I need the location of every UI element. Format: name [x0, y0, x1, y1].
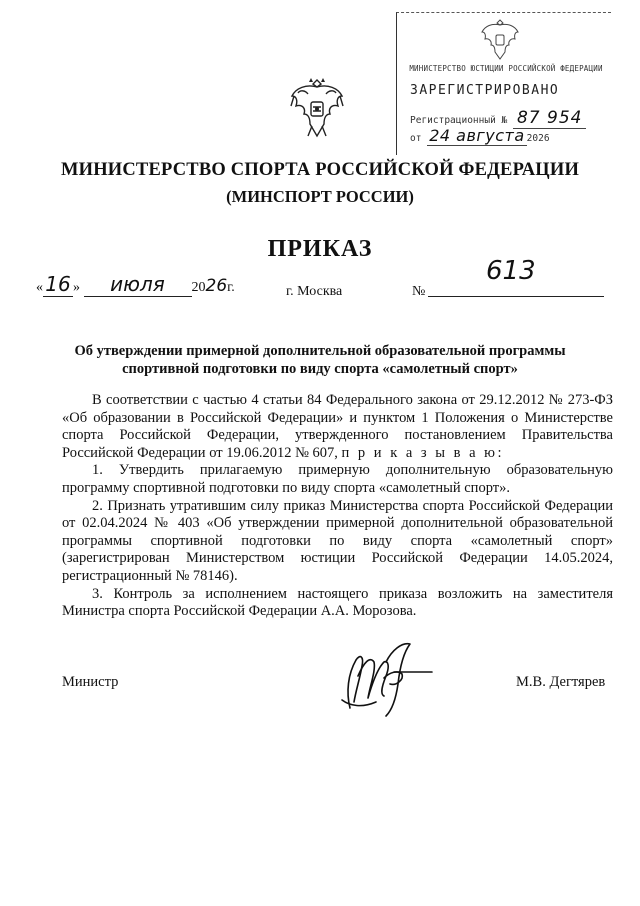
close-quote: » — [73, 280, 80, 295]
stamp-status: ЗАРЕГИСТРИРОВАНО — [410, 83, 560, 98]
order-word: п р и к а з ы в а ю: — [341, 444, 505, 461]
stamp-coat-of-arms-icon — [478, 16, 522, 62]
stamp-date-handwritten: 24 августа — [429, 126, 525, 145]
order-date — [36, 272, 235, 298]
coat-of-arms-icon — [286, 74, 348, 144]
order-number-label: № — [412, 284, 426, 299]
preamble-text: В соответствии с частью 4 статьи 84 Федерального закона от 29.12.2012 № 273-ФЗ «Об образовании в Российской Федерации» и пунктом 1 Положения о Министерстве спорта Российской Федерации, утвержденного постановлением Правительства Российской Федерации от 19.06.2012 № 607, — [62, 392, 613, 461]
stamp-registration-line — [410, 108, 610, 128]
order-year-prefix: 20 — [191, 280, 206, 295]
order-city: г. Москва — [286, 284, 343, 299]
stamp-date-year: 2026 — [526, 133, 550, 144]
stamp-reg-label: Регистрационный № — [410, 115, 508, 126]
signatory-name: М.В. Дегтярев — [516, 674, 606, 690]
signatory-role: Министр — [62, 674, 119, 690]
order-body — [62, 392, 613, 621]
order-item-3: 3. Контроль за исполнением настоящего приказа возложить на заместителя Министра спорта Российской Федерации А.А. Морозова. — [62, 585, 613, 620]
order-day: 16 — [43, 272, 73, 297]
open-quote: « — [36, 280, 43, 295]
order-number: 613 — [486, 256, 536, 286]
order-subject: Об утверждении примерной дополнительной образовательной программы спортивной подготовки по виду спорта «самолетный спорт» — [74, 343, 566, 377]
order-year-suffix: 26 — [205, 276, 228, 296]
handwritten-signature-icon — [320, 632, 440, 722]
stamp-reg-number: 87 954 — [513, 108, 586, 129]
document-type-title: ПРИКАЗ — [267, 236, 373, 262]
order-month: июля — [84, 272, 192, 297]
order-number-underline — [428, 296, 604, 297]
ministry-title: МИНИСТЕРСТВО СПОРТА РОССИЙСКОЙ ФЕДЕРАЦИИ — [60, 160, 580, 180]
stamp-ministry-name: МИНИСТЕРСТВО ЮСТИЦИИ РОССИЙСКОЙ ФЕДЕРАЦИИ — [409, 64, 603, 73]
stamp-date-prefix: от — [410, 133, 422, 144]
order-item-2: 2. Признать утратившим силу приказ Министерства спорта Российской Федерации от 02.04.2024 № 403 «Об утверждении примерной дополнительной образовательной программы спортивной подготовки по виду спорта «самолетный спорт» (зарегистрирован Министерством юстиции Российской Федерации 14.05.2024, регистрационный № 78146). — [62, 497, 613, 584]
ministry-short-title: (МИНСПОРТ РОССИИ) — [226, 187, 414, 206]
stamp-date-line — [410, 126, 610, 145]
order-year-end: г. — [227, 280, 235, 295]
preamble-paragraph — [62, 392, 613, 462]
order-item-1: 1. Утвердить прилагаемую примерную дополнительную образовательную программу спортивной подготовки по виду спорта «самолетный спорт». — [62, 462, 613, 496]
